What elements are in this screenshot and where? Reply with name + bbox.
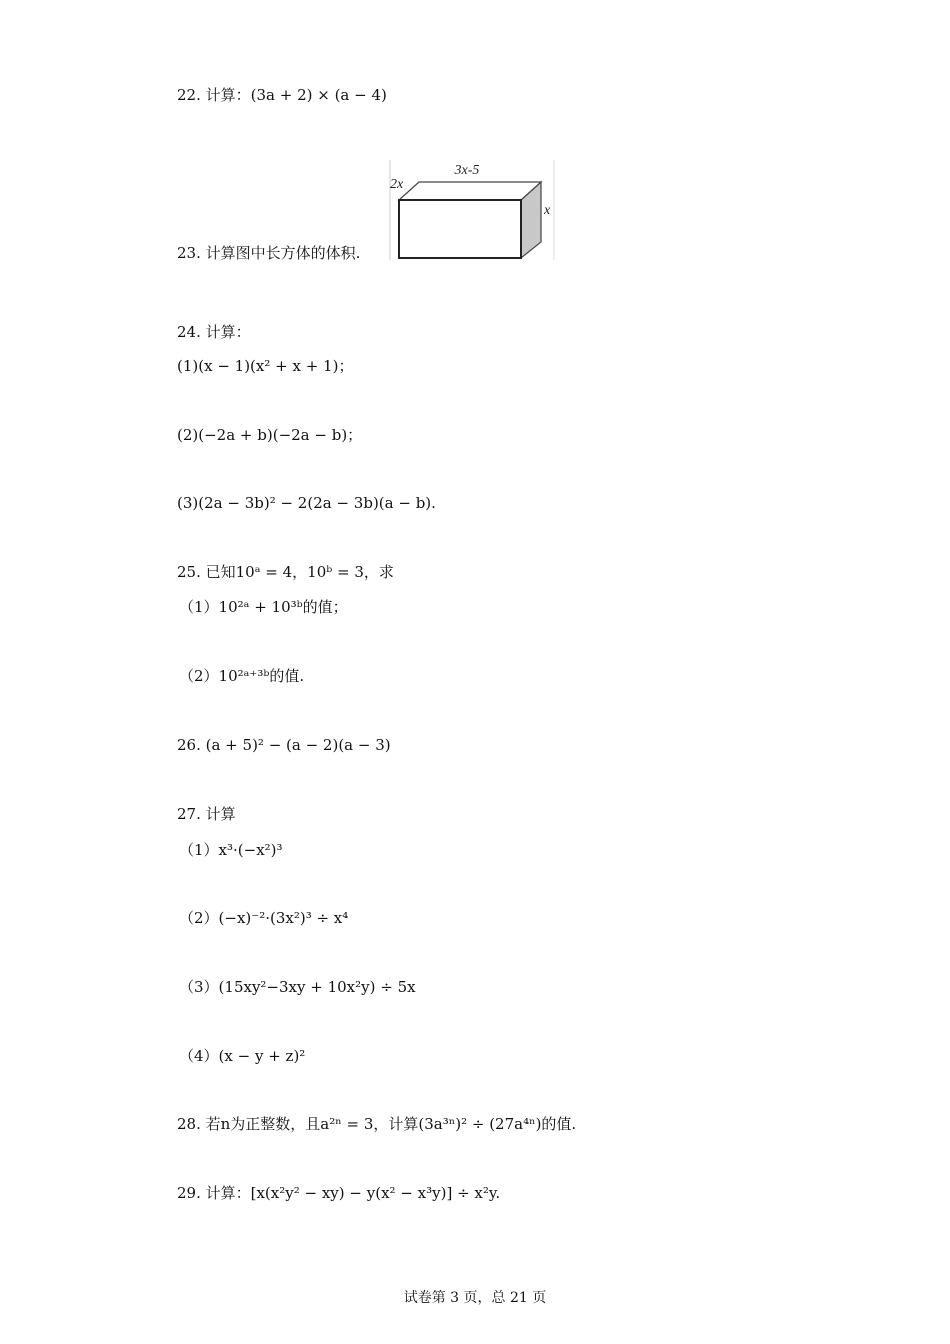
question-24: 24. 计算： (177, 323, 251, 341)
question-29: 29. 计算：[x(x²y² − xy) − y(x² − x³y)] ÷ x²y. (177, 1184, 501, 1202)
question-24-part-1: (1)(x − 1)(x² + x + 1)； (177, 357, 354, 375)
question-27-part-1: （1）x³·(−x²)³ (179, 841, 283, 859)
top-edge-label: 3x-5 (454, 163, 480, 178)
question-27: 27. 计算 (177, 805, 236, 823)
cuboid-front-face (399, 200, 521, 258)
page-footer: 试卷第 3 页，总 21 页 (403, 1290, 547, 1306)
question-27-part-3: （3）(15xy²−3xy + 10x²y) ÷ 5x (179, 978, 416, 996)
cuboid-diagram (389, 160, 555, 260)
question-22: 22. 计算：(3a + 2) × (a − 4) (177, 86, 387, 104)
cuboid-top-face (399, 182, 541, 200)
question-24-part-3: (3)(2a − 3b)² − 2(2a − 3b)(a − b). (177, 494, 436, 512)
question-25-part-2: （2）10²ᵃ⁺³ᵇ的值. (179, 667, 305, 685)
question-28: 28. 若n为正整数，且a²ⁿ = 3，计算(3a³ⁿ)² ÷ (27a⁴ⁿ)的值. (177, 1115, 577, 1133)
question-25-part-1: （1）10²ᵃ + 10³ᵇ的值； (179, 598, 348, 616)
question-24-part-2: (2)(−2a + b)(−2a − b)； (177, 426, 363, 444)
question-27-part-2: （2）(−x)⁻²·(3x²)³ ÷ x⁴ (179, 909, 349, 927)
question-25: 25. 已知10ᵃ = 4，10ᵇ = 3，求 (177, 563, 394, 581)
question-27-part-4: （4）(x − y + z)² (179, 1047, 306, 1065)
right-edge-label: x (544, 203, 551, 218)
question-23: 23. 计算图中长方体的体积. (177, 244, 361, 262)
question-26: 26. (a + 5)² − (a − 2)(a − 3) (177, 736, 391, 754)
left-edge-label: 2x (390, 177, 404, 192)
cuboid-figure (389, 160, 555, 260)
